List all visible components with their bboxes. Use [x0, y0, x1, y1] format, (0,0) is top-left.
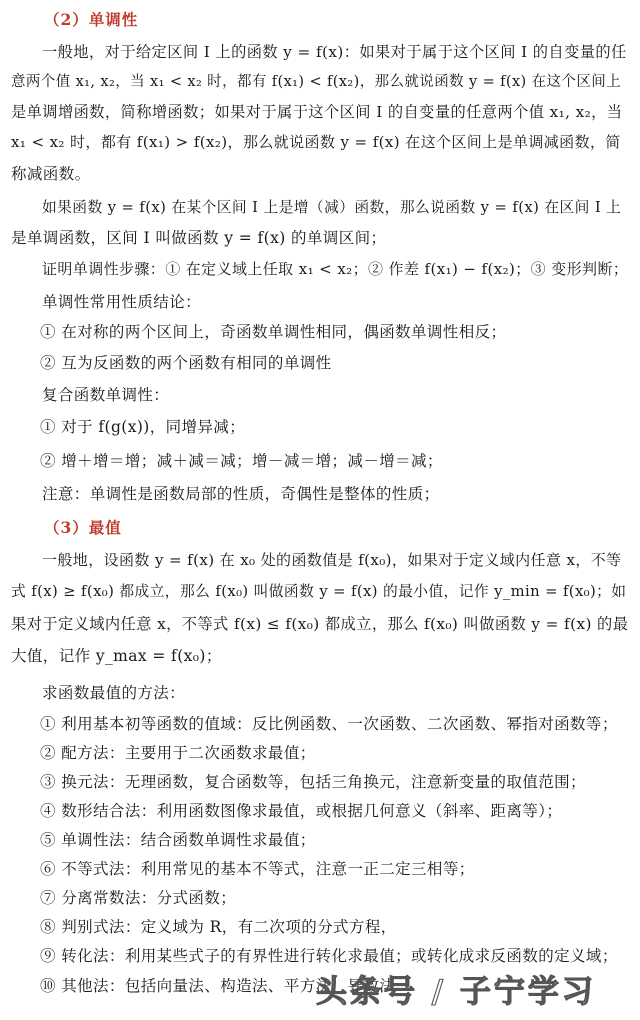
method-item: ⑧ 判别式法：定义域为 R，有二次项的分式方程，	[40, 918, 397, 936]
monotonic-definition-line: 称减函数。	[11, 165, 91, 183]
method-item: ⑩ 其他法：包括向量法、构造法、平方法、导数法	[40, 977, 396, 995]
watermark-logo-text: 头条号 / 子宁学习	[316, 974, 596, 1010]
method-item: ③ 换元法：无理函数，复合函数等，包括三角换元，注意新变量的取值范围；	[40, 773, 586, 791]
monotonic-function-line: 是单调函数，区间 I 叫做函数 y = f(x) 的单调区间；	[11, 229, 387, 247]
method-item: ⑦ 分离常数法：分式函数；	[40, 889, 237, 907]
method-item: ⑥ 不等式法：利用常见的基本不等式，注意一正二定三相等；	[40, 860, 475, 878]
monotonic-definition-line: 是单调增函数，简称增函数；如果对于属于这个区间 I 的自变量的任意两个值 x₁, x₂，当	[11, 103, 623, 121]
proof-steps-line: 证明单调性步骤：① 在定义域上任取 x₁ < x₂；② 作差 f(x₁) − f(x₂)；③ 变形判断；	[42, 260, 629, 278]
monotonic-function-line: 如果函数 y = f(x) 在某个区间 I 上是增（减）函数，那么说函数 y = f(x) 在区间 I 上	[42, 199, 622, 216]
common-property-item: ② 互为反函数的两个函数有相同的单调性	[40, 354, 332, 372]
composite-item: ① 对于 f(g(x))，同增异减；	[40, 418, 246, 436]
methods-title: 求函数最值的方法：	[42, 684, 186, 702]
monotonic-definition-line: x₁ < x₂ 时，都有 f(x₁) > f(x₂)，那么就说函数 y = f(x) 在这个区间上是单调减函数，简	[11, 133, 621, 151]
section-heading-extremum: （3）最值	[44, 518, 122, 537]
composite-title: 复合函数单调性：	[42, 386, 170, 404]
method-item: ② 配方法：主要用于二次函数求最值；	[40, 744, 316, 762]
extremum-definition-line: 大值，记作 y_max = f(x₀)；	[11, 647, 222, 665]
method-item: ① 利用基本初等函数的值域：反比例函数、一次函数、二次函数、幂指对函数等；	[40, 715, 618, 733]
common-property-item: ① 在对称的两个区间上，奇函数单调性相同，偶函数单调性相反；	[40, 323, 507, 341]
note-line: 注意：单调性是函数局部的性质，奇偶性是整体的性质；	[42, 485, 440, 503]
method-item: ⑤ 单调性法：结合函数单调性求最值；	[40, 831, 316, 849]
method-item: ④ 数形结合法：利用函数图像求最值，或根据几何意义（斜率、距离等）；	[40, 802, 563, 820]
method-item: ⑨ 转化法：利用某些式子的有界性进行转化求最值；或转化成求反函数的定义域；	[40, 947, 618, 965]
monotonic-definition-line: 一般地，对于给定区间 I 上的函数 y = f(x)：如果对于属于这个区间 I 的自变量的任	[42, 43, 627, 61]
monotonic-definition-line: 意两个值 x₁, x₂，当 x₁ < x₂ 时，都有 f(x₁) < f(x₂)，那么就说函数 y = f(x) 在这个区间上	[11, 74, 622, 90]
section-heading-monotonicity: （2）单调性	[44, 10, 139, 29]
extremum-definition-line: 一般地，设函数 y = f(x) 在 x₀ 处的函数值是 f(x₀)，如果对于定义域内任意 x，不等	[42, 551, 622, 569]
common-properties-title: 单调性常用性质结论：	[42, 293, 202, 311]
composite-item: ② 增＋增＝增；减＋减＝减；增－减＝增；减－增＝减；	[40, 452, 443, 470]
extremum-definition-line: 果对于定义域内任意 x，不等式 f(x) ≤ f(x₀) 都成立，那么 f(x₀) 叫做函数 y = f(x) 的最	[11, 615, 629, 633]
extremum-definition-line: 式 f(x) ≥ f(x₀) 都成立，那么 f(x₀) 叫做函数 y = f(x) 的最小值，记作 y_min = f(x₀)；如	[11, 583, 627, 600]
